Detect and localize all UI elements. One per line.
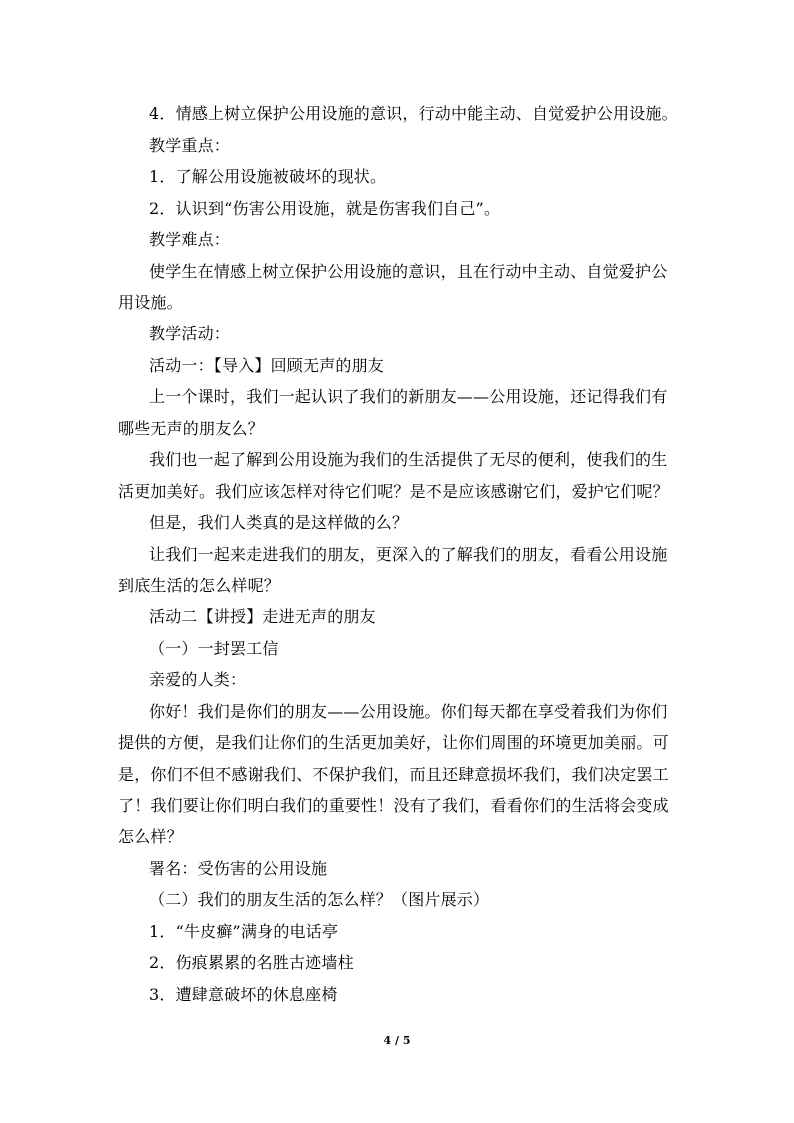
- list-item: 1．“牛皮癣”满身的电话亭: [149, 922, 339, 941]
- text-line: 是，你们不但不感谢我们、不保护我们，而且还肆意损坏我们，我们决定罢工: [118, 765, 669, 784]
- text-line: 但是，我们人类真的是这样做的么？: [149, 513, 409, 532]
- list-item: 3．遭肆意破坏的休息座椅: [149, 985, 338, 1004]
- text-line: 4．情感上树立保护公用设施的意识，行动中能主动、自觉爱护公用设施。: [149, 104, 678, 123]
- text-line: 2．认识到“伤害公用设施，就是伤害我们自己”。: [149, 199, 501, 218]
- text-line: 提供的方便，是我们让你们的生活更加美好，让你们周围的环境更加美丽。可: [118, 733, 669, 752]
- text-line: 活更加美好。我们应该怎样对待它们呢？是不是应该感谢它们，爱护它们呢？: [118, 482, 669, 501]
- section-heading: 教学活动：: [149, 324, 231, 343]
- activity-heading: 活动一：【导入】回顾无声的朋友: [149, 356, 385, 375]
- text-line: 用设施。: [118, 293, 183, 312]
- text-line: 上一个课时，我们一起认识了我们的新朋友——公用设施，还记得我们有: [149, 387, 668, 406]
- text-line: 署名：受伤害的公用设施: [149, 859, 328, 878]
- page-number: 4 / 5: [383, 1034, 411, 1047]
- section-heading: 教学重点：: [149, 136, 231, 155]
- text-line: 亲爱的人类：: [149, 670, 247, 689]
- text-line: 1．了解公用设施被破坏的现状。: [149, 167, 387, 186]
- text-line: 怎么样？: [118, 827, 183, 846]
- text-line: 使学生在情感上树立保护公用设施的意识，且在行动中主动、自觉爱护公: [149, 262, 668, 281]
- list-item: 2．伤痕累累的名胜古迹墙柱: [149, 953, 354, 972]
- text-line: 哪些无声的朋友么？: [118, 419, 264, 438]
- section-heading: 教学难点：: [149, 230, 231, 249]
- text-line: 让我们一起来走进我们的朋友，更深入的了解我们的朋友，看看公用设施: [149, 545, 668, 564]
- text-line: 你好！我们是你们的朋友——公用设施。你们每天都在享受着我们为你们: [149, 702, 668, 721]
- subsection-heading: （一）一封罢工信: [149, 639, 279, 658]
- text-line: 我们也一起了解到公用设施为我们的生活提供了无尽的便利，使我们的生: [149, 450, 668, 469]
- text-line: 了！我们要让你们明白我们的重要性！没有了我们，看看你们的生活将会变成: [118, 796, 669, 815]
- activity-heading: 活动二【讲授】走进无声的朋友: [149, 607, 376, 626]
- text-line: 到底生活的怎么样呢？: [118, 576, 281, 595]
- subsection-heading: （二）我们的朋友生活的怎么样？（图片展示）: [149, 890, 490, 909]
